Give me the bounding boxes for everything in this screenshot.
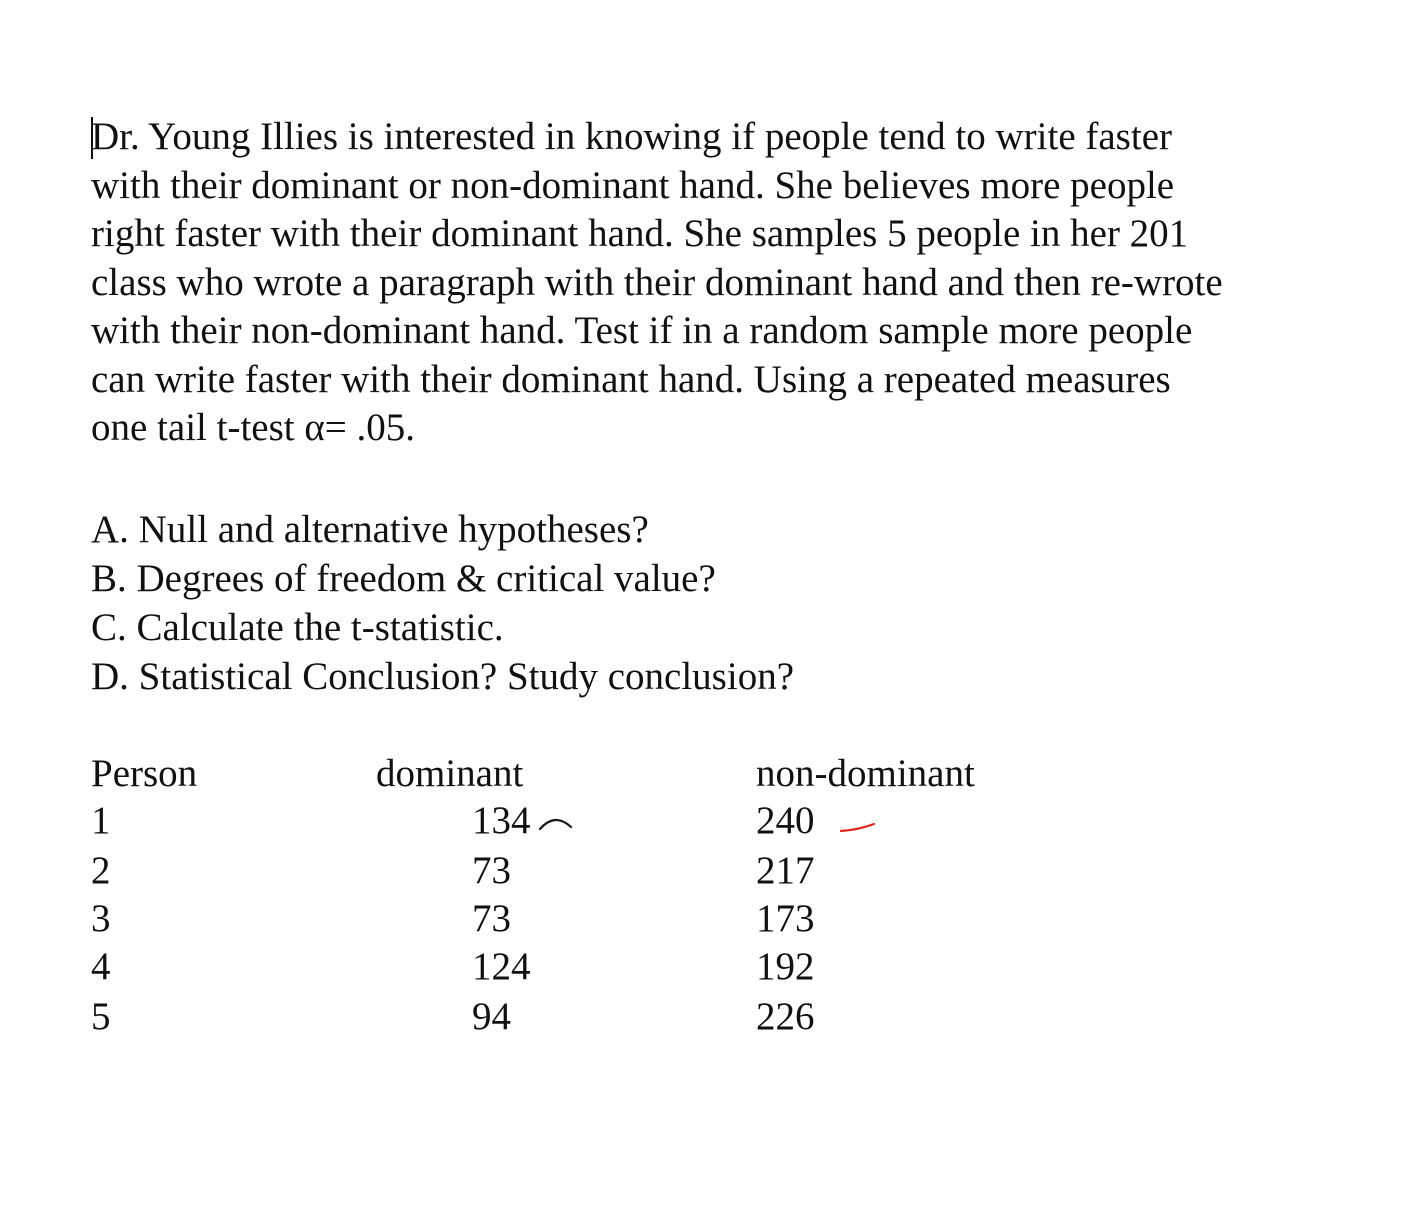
question-b: B. Degrees of freedom & critical value? (91, 557, 716, 600)
cell-non-dominant-2: 217 (756, 849, 815, 892)
cell-dominant-1: 134 (472, 799, 531, 842)
question-a: A. Null and alternative hypotheses? (91, 508, 649, 551)
problem-line: can write faster with their dominant hand. Using a repeated measures (91, 357, 1171, 401)
ink-dash-mark (841, 824, 874, 831)
cell-dominant-5: 94 (472, 995, 511, 1038)
problem-line: right faster with their dominant hand. She samples 5 people in her 201 (91, 212, 1189, 255)
cell-non-dominant-1: 240 (756, 799, 815, 842)
header-non-dominant: non-dominant (756, 752, 975, 795)
cell-dominant-3: 73 (472, 897, 511, 940)
cell-non-dominant-5: 226 (756, 995, 815, 1038)
cell-non-dominant-4: 192 (756, 945, 815, 988)
cell-person-5: 5 (91, 995, 111, 1038)
cell-person-4: 4 (91, 945, 111, 988)
problem-line: class who wrote a paragraph with their dominant hand and then re-wrote (91, 260, 1223, 304)
problem-line: with their dominant or non-dominant hand. She believes more people (91, 163, 1175, 207)
question-c: C. Calculate the t-statistic. (91, 606, 504, 649)
problem-line: with their non-dominant hand. Test if in a random sample more people (91, 309, 1193, 352)
cell-person-1: 1 (91, 799, 111, 842)
header-dominant: dominant (376, 752, 524, 795)
cell-person-2: 2 (91, 849, 111, 892)
header-person: Person (91, 752, 198, 795)
problem-line: one tail t-test α= .05. (91, 406, 416, 449)
question-d: D. Statistical Conclusion? Study conclusion? (91, 655, 795, 698)
cell-person-3: 3 (91, 897, 111, 940)
problem-line: Dr. Young Illies is interested in knowing if people tend to write faster (91, 115, 1172, 158)
cell-dominant-2: 73 (472, 849, 511, 892)
ink-arc-mark (540, 820, 571, 829)
cell-non-dominant-3: 173 (756, 897, 815, 940)
cell-dominant-4: 124 (472, 945, 531, 988)
